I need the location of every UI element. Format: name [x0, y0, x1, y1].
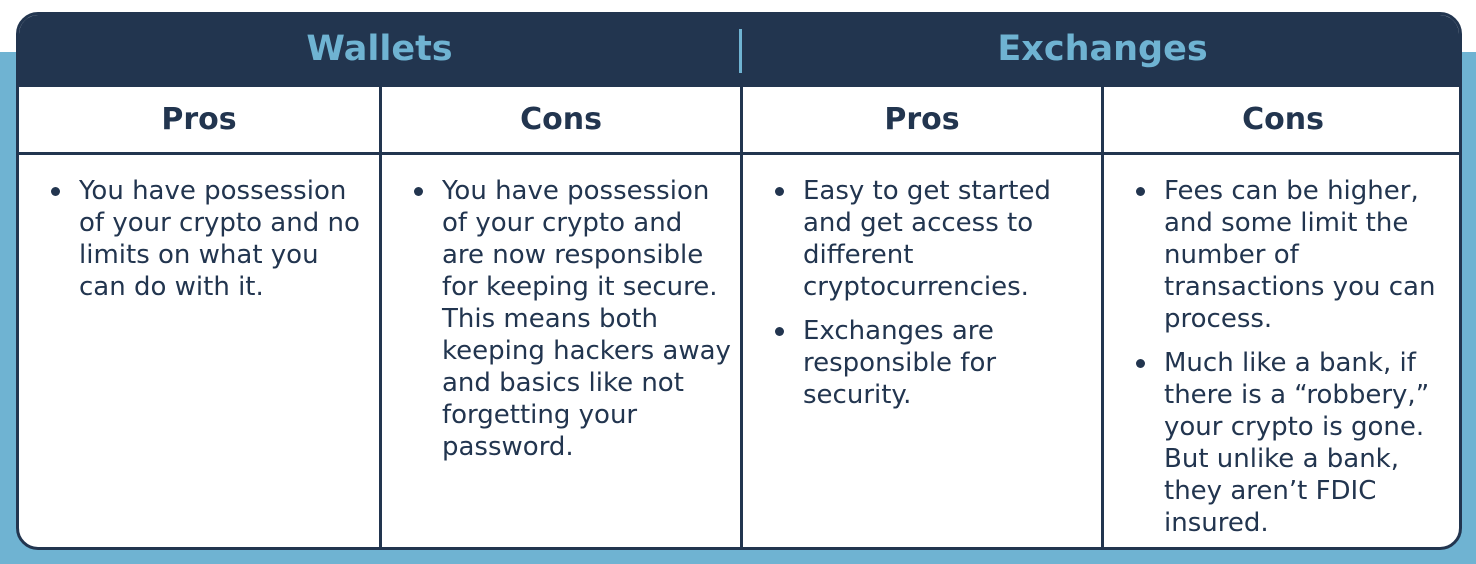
column-header-exchanges-cons: Cons [1242, 102, 1324, 137]
bullet-icon [775, 187, 784, 196]
column-header-exchanges-pros: Pros [884, 102, 960, 137]
list-item-text: Easy to get started and get access to different cryptocurrencies. [803, 176, 1051, 302]
table-header [19, 15, 1459, 87]
list-item [771, 175, 1093, 303]
column-header-wallets-pros: Pros [161, 102, 237, 137]
bullet-list [410, 175, 732, 463]
bullet-icon [414, 187, 423, 196]
group-title-exchanges: Exchanges [997, 29, 1208, 69]
header-divider [739, 29, 742, 73]
bullet-icon [1136, 359, 1145, 368]
list-item [1132, 347, 1454, 539]
exchanges-cons-cell [1104, 175, 1462, 550]
list-item [47, 175, 371, 303]
list-item [771, 315, 1093, 411]
comparison-table [16, 12, 1462, 550]
bullet-list [47, 175, 371, 303]
column-header-row [19, 87, 1459, 155]
column-header-wallets-cons: Cons [520, 102, 602, 137]
bullet-icon [1136, 187, 1145, 196]
list-item [410, 175, 732, 463]
list-item-text: Fees can be higher, and some limit the number of transactions you can process. [1164, 176, 1436, 334]
bullet-list [1132, 175, 1454, 539]
wallets-pros-cell [19, 175, 379, 315]
exchanges-pros-cell [743, 175, 1101, 423]
bullet-icon [775, 327, 784, 336]
list-item-text: Exchanges are responsible for security. [803, 316, 997, 410]
group-title-wallets: Wallets [306, 29, 453, 69]
list-item-text: You have possession of your crypto and are now responsible for keeping it secure. This means both keeping hackers away and basics like not forgetting your password. [442, 176, 731, 462]
wallets-cons-cell [382, 175, 740, 475]
bullet-icon [51, 187, 60, 196]
list-item-text: You have possession of your crypto and no limits on what you can do with it. [79, 176, 360, 302]
list-item-text: Much like a bank, if there is a “robbery,” your crypto is gone. But unlike a bank, they aren’t FDIC insured. [1164, 348, 1430, 538]
bullet-list [771, 175, 1093, 411]
list-item [1132, 175, 1454, 335]
